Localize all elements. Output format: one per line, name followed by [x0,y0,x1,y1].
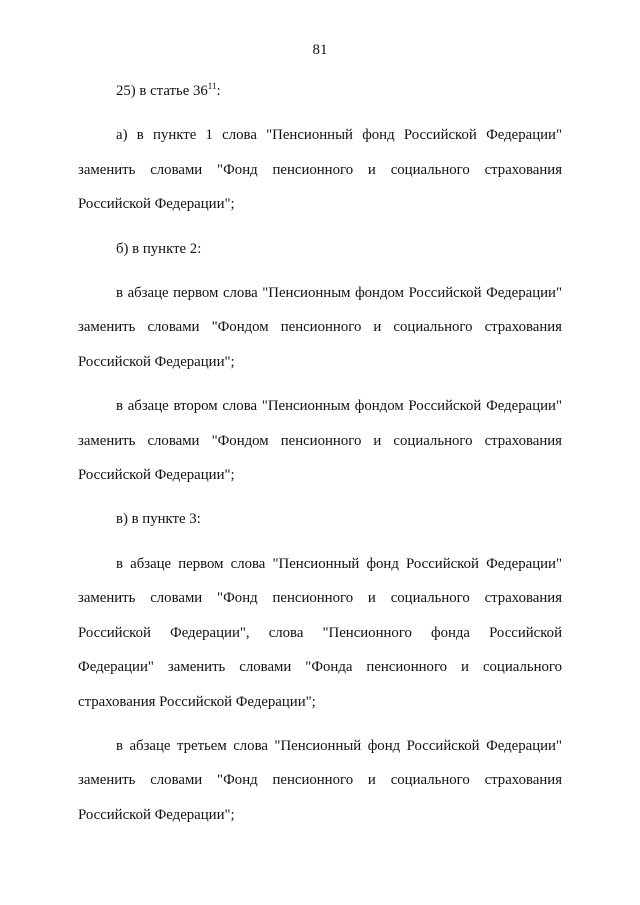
paragraph-a: а) в пункте 1 слова "Пенсионный фонд Российской Федерации" заменить словами "Фонд пенсионного и социального страхования Российской Федерации"; [78,127,562,213]
item-25-heading [78,74,562,108]
paragraph-b-heading: б) в пункте 2: [116,240,202,257]
document-body [78,74,562,842]
paragraph-v-third-abzac: в абзаце третьем слова "Пенсионный фонд Российской Федерации" заменить словами "Фонд пенсионного и социального страхования Российской Федерации"; [78,737,562,823]
paragraph-b-first-abzac: в абзаце первом слова "Пенсионным фондом Российской Федерации" заменить словами "Фондом пенсионного и социального страхования Российской Федерации"; [78,285,562,370]
paragraph-v-heading: в) в пункте 3: [116,511,201,528]
article-superscript: 11 [207,81,217,91]
page-number: 81 [312,42,328,58]
paragraph-b-second-abzac: в абзаце втором слова "Пенсионным фондом Российской Федерации" заменить словами "Фондом пенсионного и социального страхования Российской Федерации"; [78,398,562,484]
item-25-suffix: : [216,83,221,99]
paragraph-v-first-abzac: в абзаце первом слова "Пенсионный фонд Российской Федерации" заменить словами "Фонд пенсионного и социального страхования Российской Федерации", слова "Пенсионного фонда Российской Федерации" заменить словами "Фонда пенсионного и социального страхования Российской Федерации"; [78,555,562,710]
item-25-prefix: 25) в статье 36 [116,83,208,99]
